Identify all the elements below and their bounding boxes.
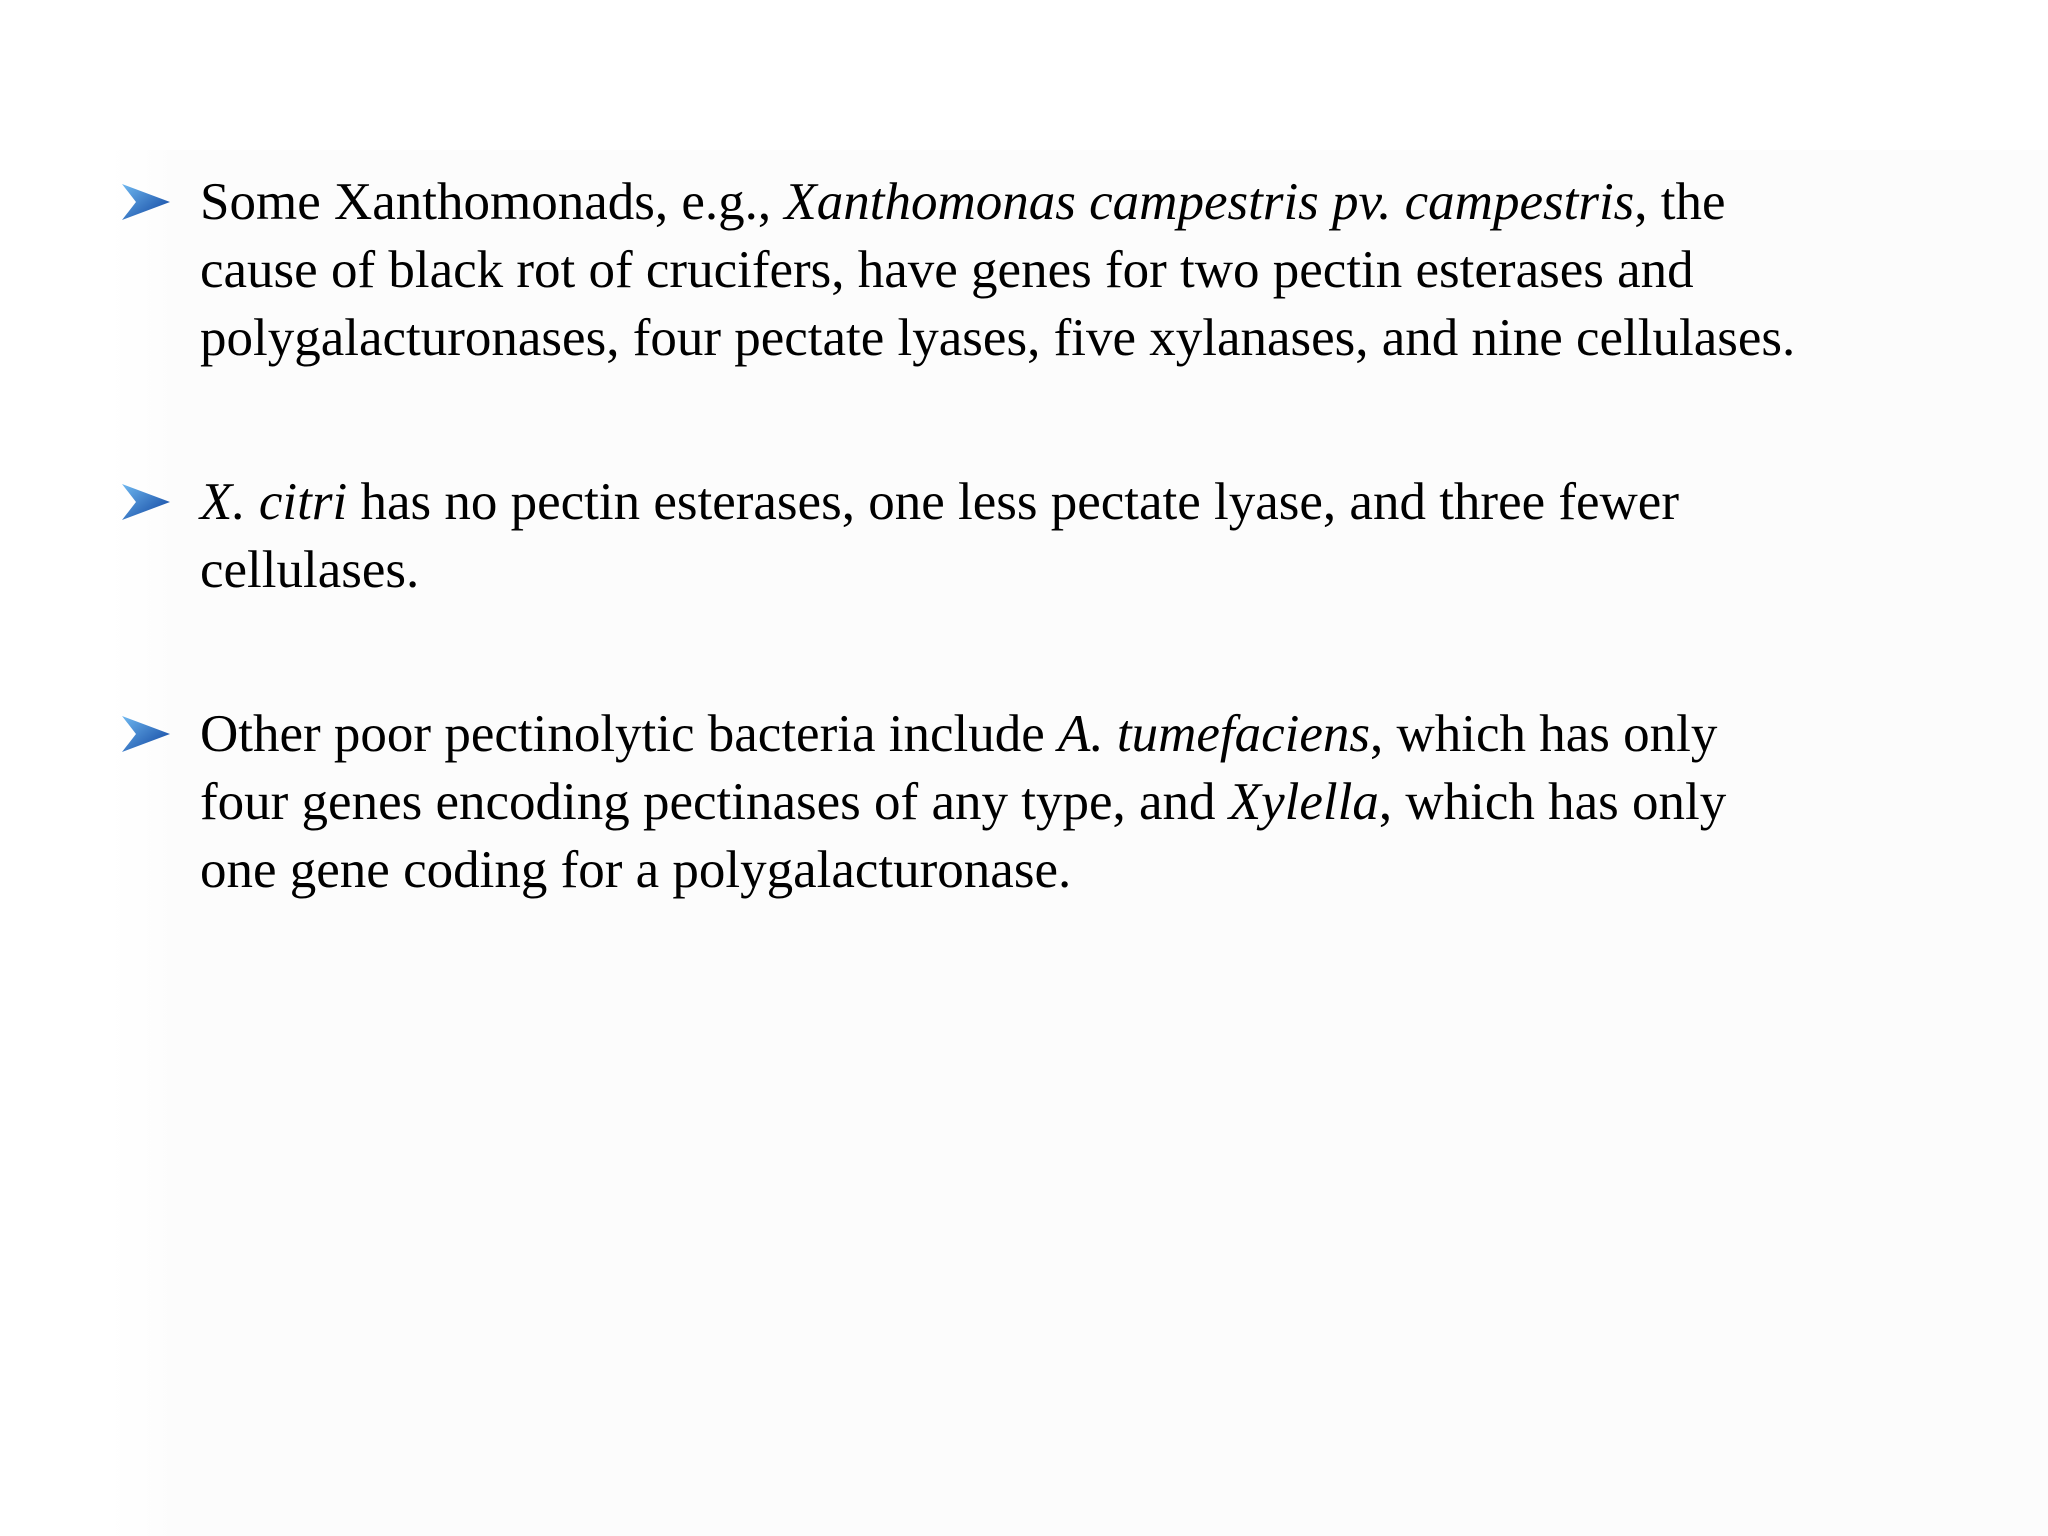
text-run: Some Xanthomonads, e.g., xyxy=(200,173,785,231)
text-run: has no pectin esterases, one less pectate lyase, and three fewer xyxy=(347,473,1679,531)
bullet-text xyxy=(200,468,2000,604)
text-line xyxy=(200,304,2000,372)
text-run: , which has only xyxy=(1378,773,1727,831)
text-line xyxy=(200,768,2000,836)
text-run-italic: Xanthomonas campestris pv. campestris xyxy=(784,173,1635,231)
text-run-italic: X. citri xyxy=(200,473,348,531)
text-line xyxy=(200,836,2000,904)
text-run: cellulases. xyxy=(200,541,420,599)
text-run-italic: A. tumefaciens xyxy=(1057,705,1370,763)
text-line xyxy=(200,168,2000,236)
text-line xyxy=(200,536,2000,604)
arrow-chevron-icon xyxy=(120,712,172,756)
text-line xyxy=(200,236,2000,304)
text-run: , which has only xyxy=(1370,705,1718,763)
text-run: four genes encoding pectinases of any type, and xyxy=(200,773,1229,831)
arrow-chevron-icon xyxy=(120,480,172,524)
slide-top-band xyxy=(0,0,2048,150)
text-line xyxy=(200,468,2000,536)
bullet-text xyxy=(200,168,2000,372)
text-run: , the xyxy=(1634,173,1726,231)
bullet-text xyxy=(200,700,2000,904)
arrow-chevron-icon xyxy=(120,180,172,224)
text-line xyxy=(200,700,2000,768)
text-run: polygalacturonases, four pectate lyases, five xylanases, and nine cellulases. xyxy=(200,309,1796,367)
text-run: cause of black rot of crucifers, have genes for two pectin esterases and xyxy=(200,241,1694,299)
text-run-italic: Xylella xyxy=(1228,773,1379,831)
text-run: one gene coding for a polygalacturonase. xyxy=(200,841,1072,899)
text-run: Other poor pectinolytic bacteria include xyxy=(200,705,1058,763)
